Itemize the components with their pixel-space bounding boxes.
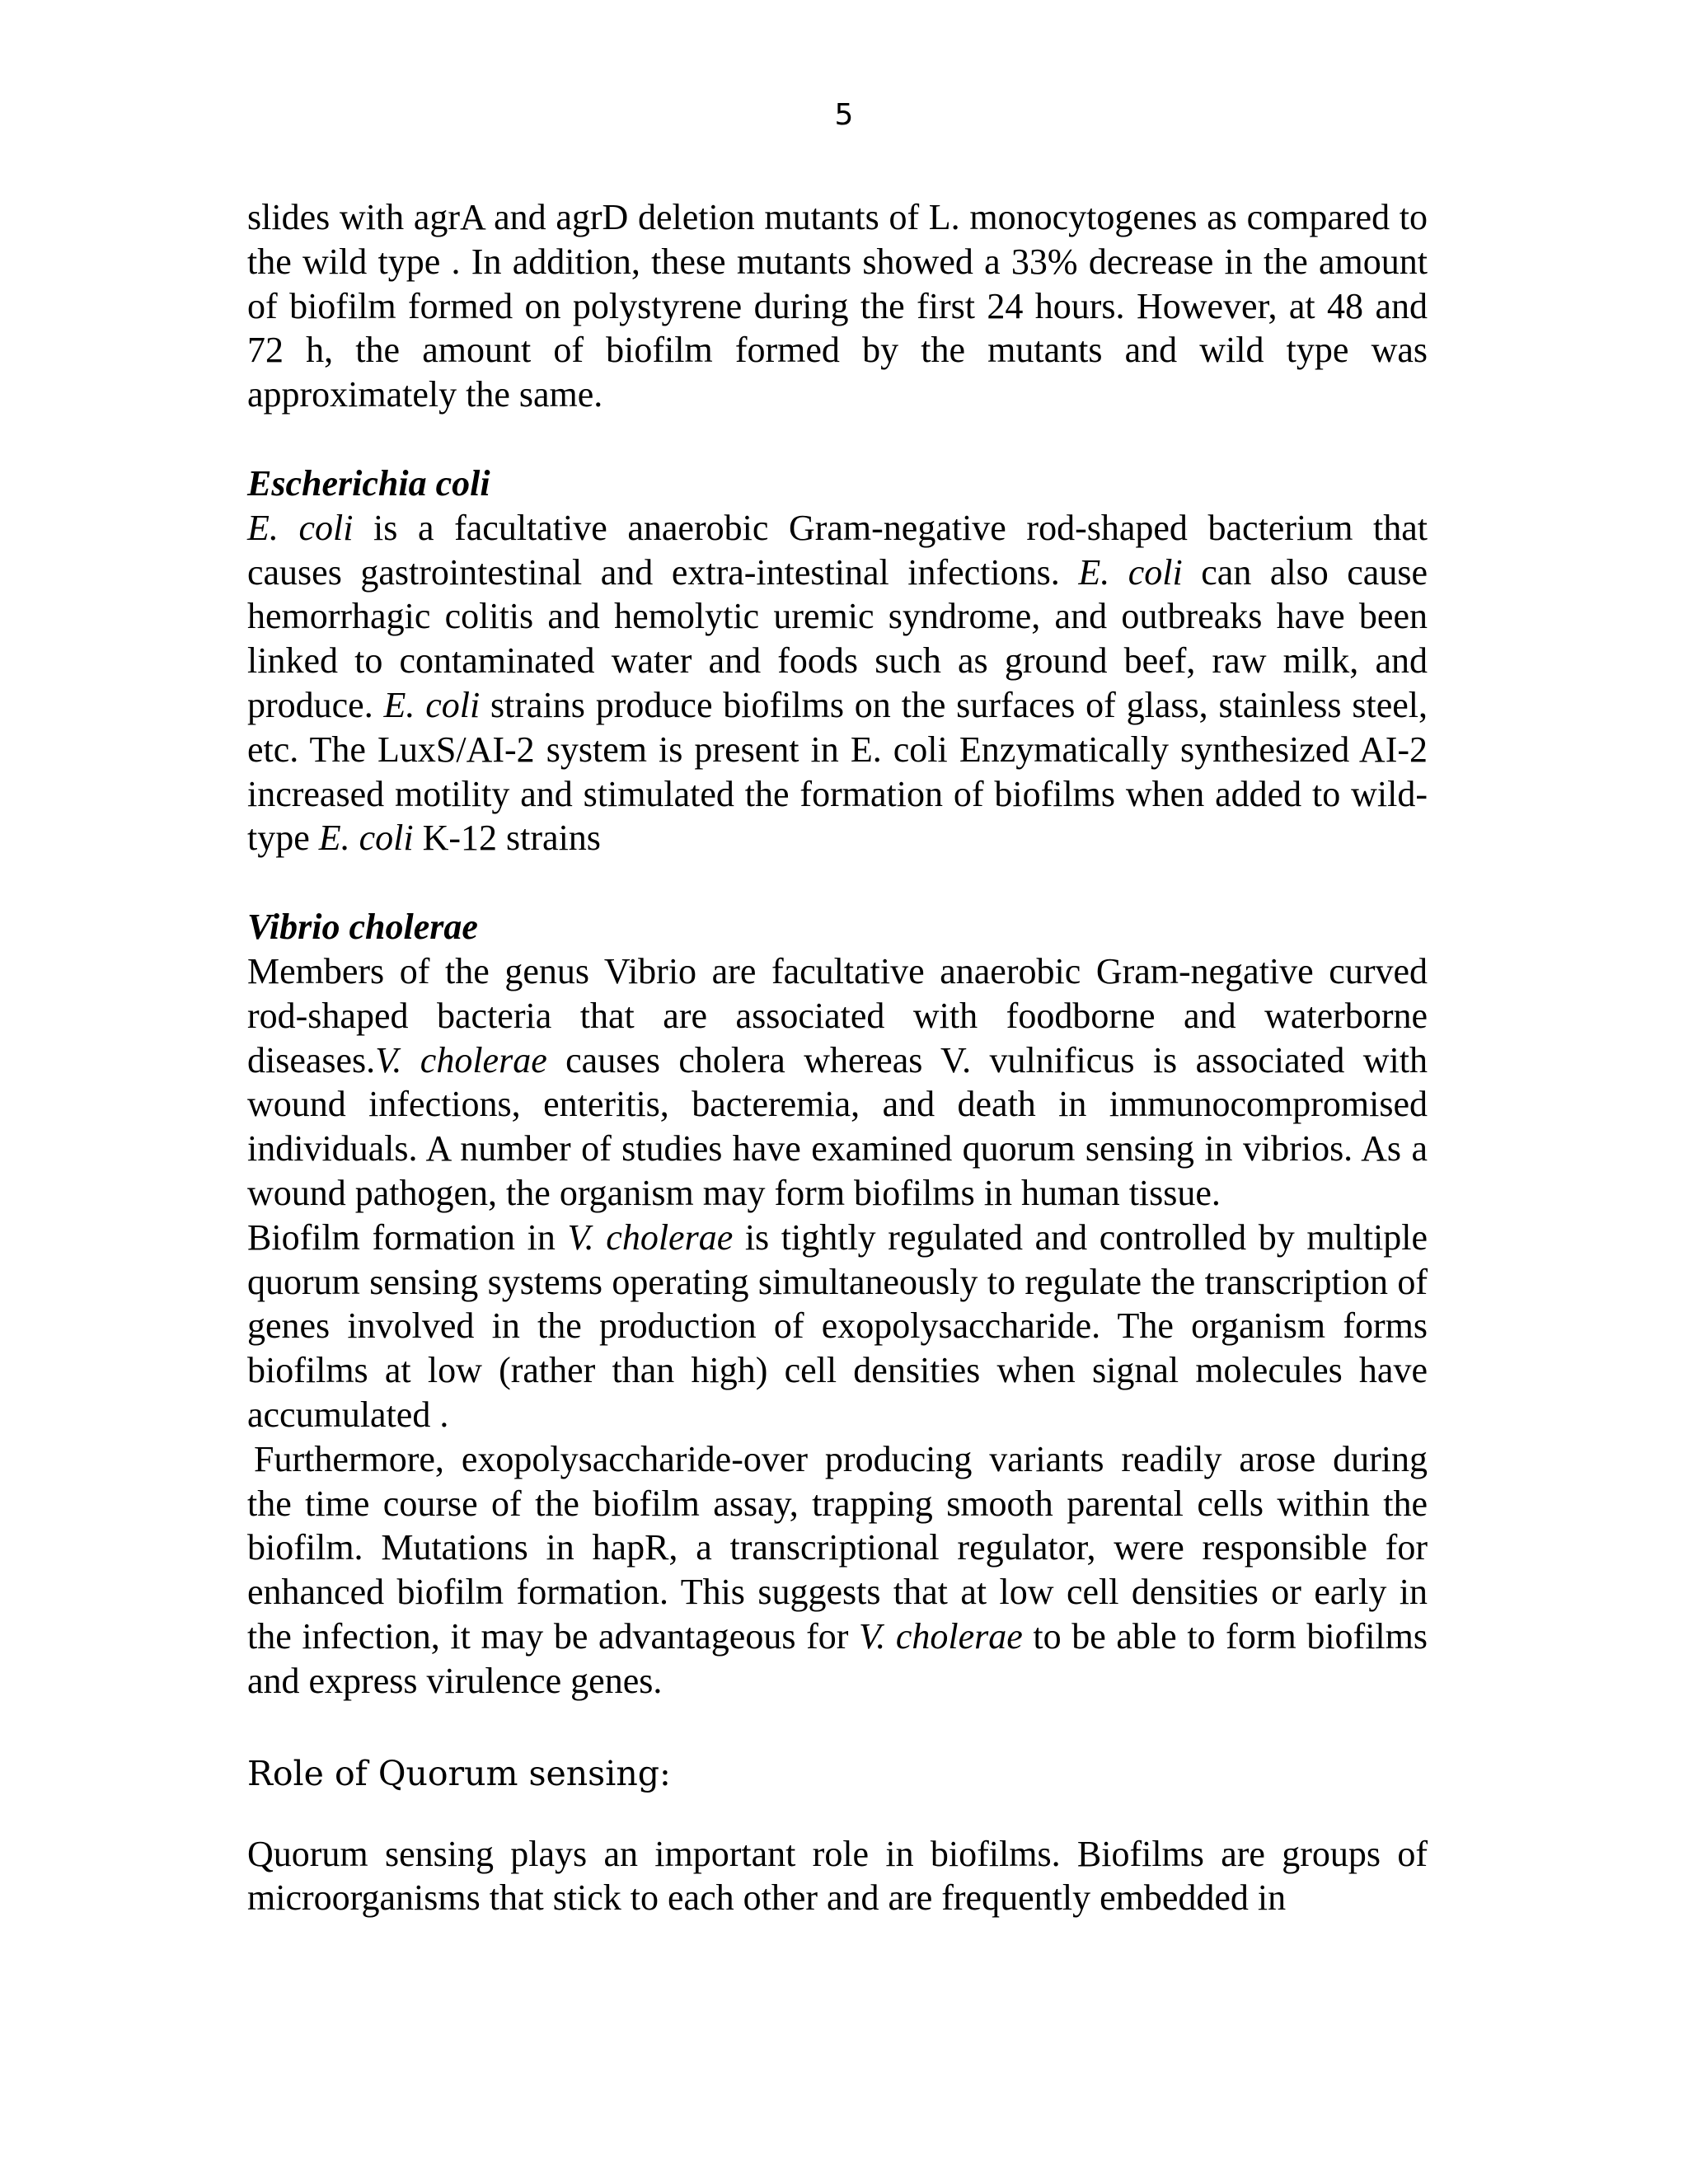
vibrio-p1-text-b: causes cholera whereas V. vulnificus is associated with wound infections, enteritis, bacteremia, and death in immunocompromised individuals. A number of studies have examined quorum sensing in vibrios. As a wound pathogen, the organism may form biofilms in human tissue.: [247, 1039, 1428, 1213]
vibrio-p2-text-b: is tightly regulated and controlled by multiple quorum sensing systems operating simultaneously to regulate the transcription of genes involved in the production of exopolysaccharide. The organism forms biofilms at low (rather than high) cell densities when signal molecules have accumulated .: [247, 1216, 1428, 1435]
quorum-sensing-heading: Role of Quorum sensing:: [247, 1753, 671, 1793]
intro-paragraph: slides with agrA and agrD deletion mutants of L. monocytogenes as compared to the wild type . In addition, these mutants showed a 33% decrease in the amount of biofilm formed on polystyrene during the first 24 hours. However, at 48 and 72 h, the amount of biofilm formed by the mutants and wild type was approximately the same.: [247, 197, 1428, 415]
page-content: [247, 195, 1428, 1920]
vibrio-paragraph-3: [247, 1437, 1428, 1704]
ecoli-text-4: K-12 strains: [413, 818, 601, 859]
ecoli-heading: Escherichia coli: [247, 462, 490, 504]
vibrio-paragraph-1: [247, 949, 1428, 1216]
vibrio-p3-species-name: V. cholerae: [859, 1615, 1023, 1657]
vibrio-p3-text-a: Furthermore, exopolysaccharide-over producing variants readily arose during the time course of the biofilm assay, trapping smooth parental cells within the biofilm. Mutations in hapR, a transcriptional regulator, were responsible for enhanced biofilm formation. This suggests that at low cell densities or early in the infection, it may be advantageous for: [247, 1438, 1428, 1657]
vibrio-heading: Vibrio cholerae: [247, 907, 478, 948]
vibrio-paragraph-2: [247, 1216, 1428, 1437]
ecoli-species-name-2: E. coli: [1078, 551, 1183, 593]
quorum-sensing-paragraph: Quorum sensing plays an important role in biofilms. Biofilms are groups of microorganisms that stick to each other and are frequently embedded in: [247, 1833, 1428, 1919]
vibrio-p3-text-b: to be able to form biofilms and express virulence genes.: [247, 1615, 1428, 1701]
vibrio-p1-text-a: Members of the genus Vibrio are facultative anaerobic Gram-negative curved rod-shaped bacteria that are associated with foodborne and waterborne diseases.: [247, 950, 1428, 1080]
vibrio-p2-text-a: Biofilm formation in: [247, 1216, 568, 1258]
ecoli-text-3: strains produce biofilms on the surfaces of glass, stainless steel, etc. The LuxS/AI-2 system is present in E. coli Enzymatically synthesized AI-2 increased motility and stimulated the formation of biofilms when added to wild-type: [247, 684, 1428, 859]
page-number: 5: [834, 98, 854, 132]
vibrio-p1-species-name: V. cholerae: [375, 1039, 547, 1080]
ecoli-text-1: is a facultative anaerobic Gram-negative rod-shaped bacterium that causes gastrointestinal and extra-intestinal infections.: [247, 507, 1428, 593]
ecoli-species-name-3: E. coli: [383, 684, 481, 725]
ecoli-text-2: can also cause hemorrhagic colitis and hemolytic uremic syndrome, and outbreaks have been linked to contaminated water and foods such as ground beef, raw milk, and produce.: [247, 551, 1428, 725]
ecoli-species-name-1: E. coli: [247, 507, 354, 548]
ecoli-species-name-4: E. coli: [318, 818, 414, 859]
vibrio-p2-species-name: V. cholerae: [567, 1216, 734, 1258]
ecoli-paragraph: [247, 506, 1428, 860]
